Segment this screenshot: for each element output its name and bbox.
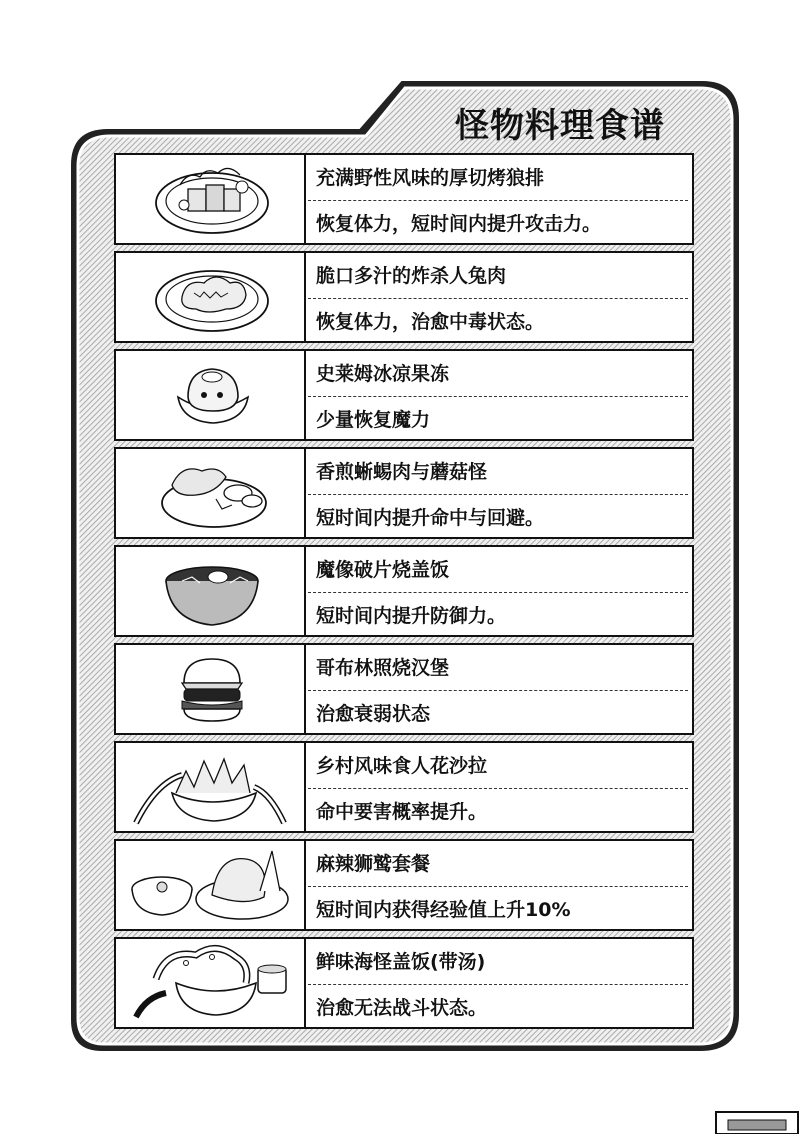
recipe-name: 史莱姆冰凉果冻 [316,363,450,385]
recipe-row [114,741,694,833]
recipe-name: 充满野性风味的厚切烤狼排 [316,167,545,189]
recipe-effect: 治愈无法战斗状态。 [316,997,488,1019]
recipe-effect: 短时间内获得经验值上升10% [316,899,571,921]
recipe-image-cell [116,253,306,341]
recipe-image-cell [116,841,306,929]
steak-plate-icon [116,155,304,243]
recipe-image-cell [116,743,306,831]
recipe-image-cell [116,939,306,1027]
recipe-image-cell [116,449,306,537]
recipe-name: 麻辣狮鹫套餐 [316,853,431,875]
page-corner-tab [714,1108,800,1134]
griffin-set-meal-icon [116,841,304,929]
recipe-image-cell [116,645,306,733]
divider [308,984,688,985]
recipe-image-cell [116,155,306,243]
recipe-name: 哥布林照烧汉堡 [316,657,450,679]
kraken-rice-bowl-icon [116,939,304,1027]
recipe-row [114,153,694,245]
divider [308,298,688,299]
divider [308,788,688,789]
recipe-row [114,937,694,1029]
recipe-image-cell [116,351,306,439]
divider [308,494,688,495]
recipe-effect: 短时间内提升防御力。 [316,605,507,627]
recipe-row [114,447,694,539]
recipe-row [114,349,694,441]
page-title: 怪物料理食谱 [455,105,665,146]
slime-jelly-icon [116,351,304,439]
recipe-effect: 恢复体力，治愈中毒状态。 [316,311,545,333]
divider [308,592,688,593]
recipe-effect: 少量恢复魔力 [316,409,431,431]
recipe-row [114,839,694,931]
man-eater-salad-icon [116,743,304,831]
divider [308,396,688,397]
recipe-row [114,643,694,735]
recipe-effect: 恢复体力，短时间内提升攻击力。 [316,213,602,235]
recipe-row [114,545,694,637]
divider [308,690,688,691]
divider [308,200,688,201]
divider [308,886,688,887]
recipe-effect: 治愈衰弱状态 [316,703,431,725]
recipe-effect: 命中要害概率提升。 [316,801,488,823]
recipe-name: 脆口多汁的炸杀人兔肉 [316,265,507,287]
golem-rice-bowl-icon [116,547,304,635]
burger-icon [116,645,304,733]
recipe-name: 鲜味海怪盖饭(带汤) [316,951,486,973]
recipe-name: 乡村风味食人花沙拉 [316,755,488,777]
recipe-effect: 短时间内提升命中与回避。 [316,507,545,529]
recipe-row [114,251,694,343]
recipe-image-cell [116,547,306,635]
fried-rabbit-plate-icon [116,253,304,341]
recipe-name: 香煎蜥蜴肉与蘑菇怪 [316,461,488,483]
recipe-name: 魔像破片烧盖饭 [316,559,450,581]
lizard-mushroom-plate-icon [116,449,304,537]
